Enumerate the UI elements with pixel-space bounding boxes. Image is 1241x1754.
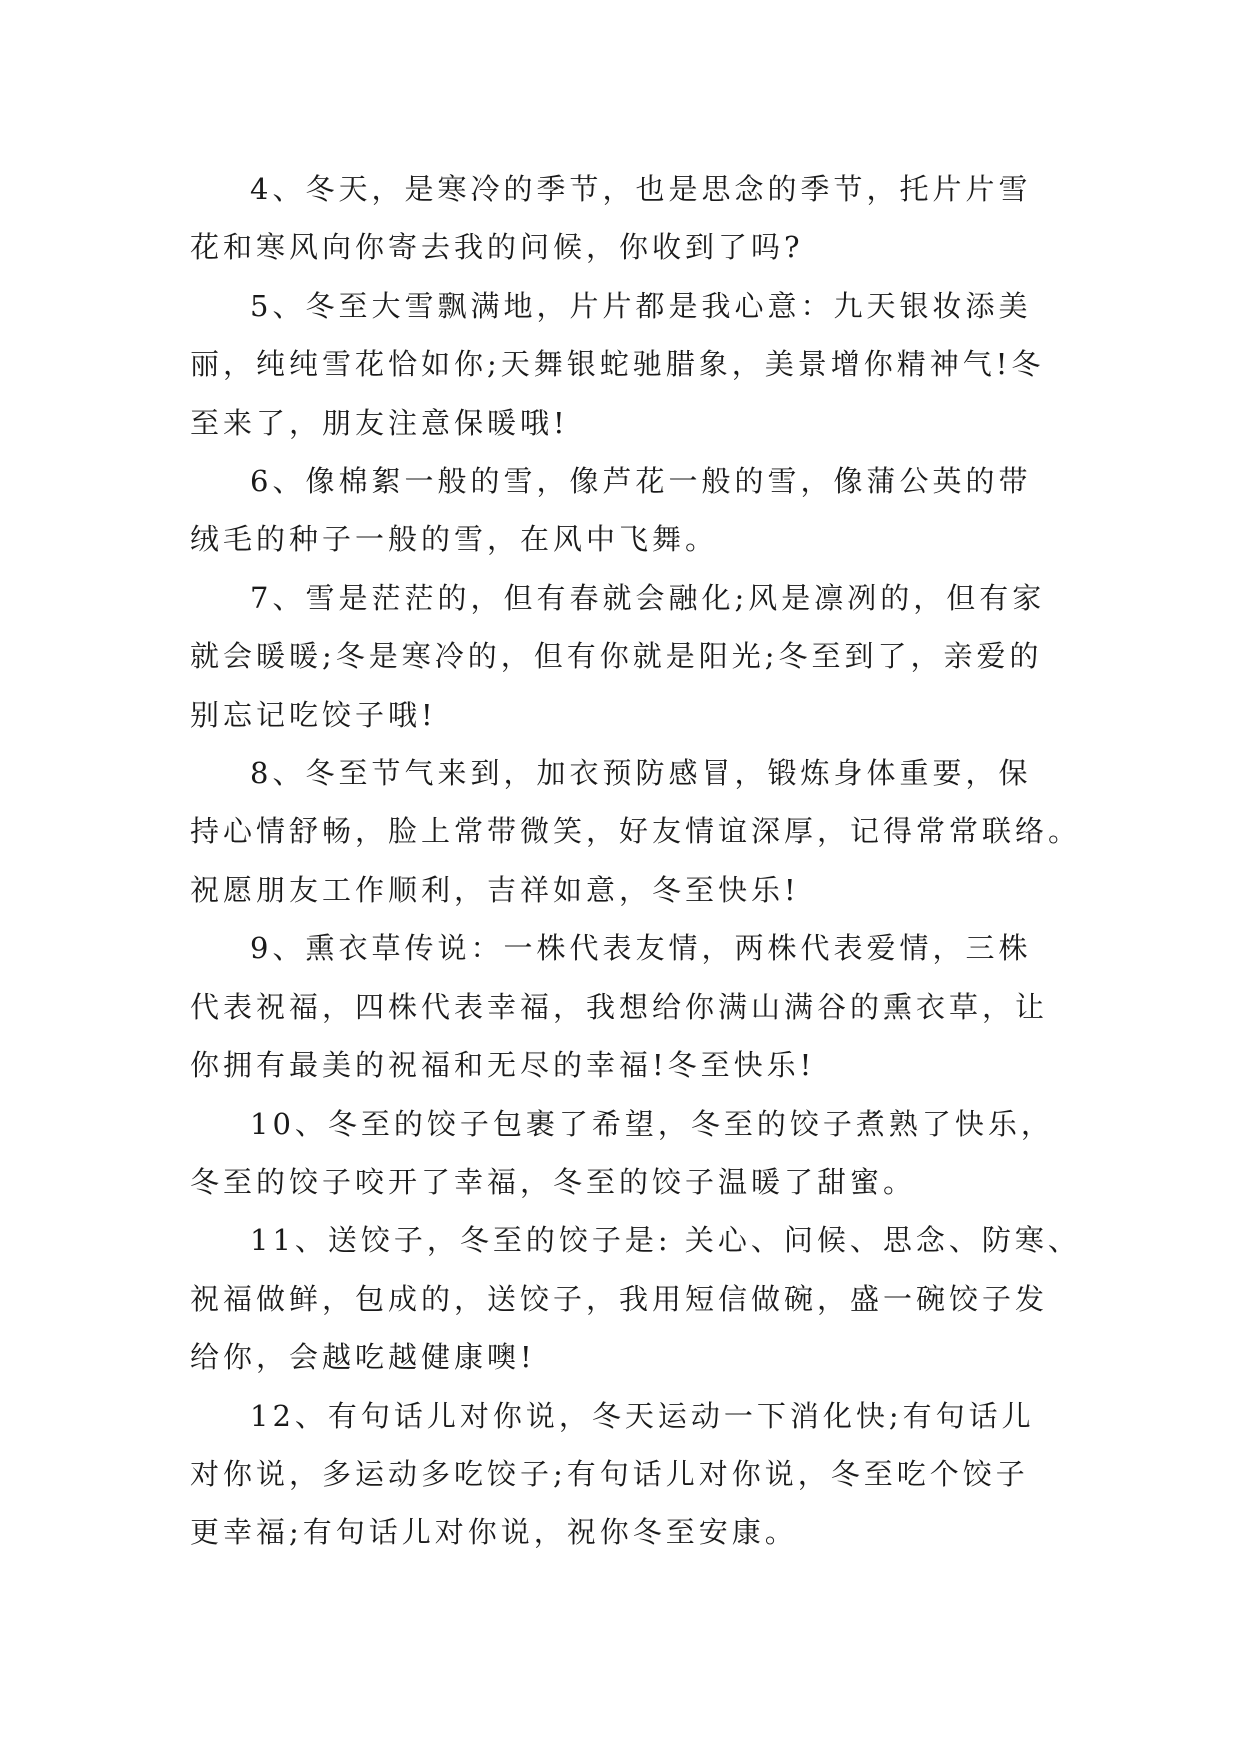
paragraph-line: 给你，会越吃越健康噢! bbox=[190, 1340, 536, 1375]
paragraph-line: 绒毛的种子一般的雪，在风中飞舞。 bbox=[190, 522, 719, 557]
paragraph-line: 11、送饺子，冬至的饺子是: 关心、问候、思念、防寒、 bbox=[250, 1223, 1081, 1258]
paragraph-line: 12、有句话儿对你说，冬天运动一下消化快;有句话儿 bbox=[250, 1398, 1035, 1433]
paragraph-6 bbox=[190, 452, 1060, 569]
paragraph-line: 至来了，朋友注意保暖哦! bbox=[190, 405, 569, 440]
paragraph-9 bbox=[190, 919, 1060, 1094]
paragraph-7 bbox=[190, 569, 1060, 744]
paragraph-line: 别忘记吃饺子哦! bbox=[190, 697, 437, 732]
paragraph-5 bbox=[190, 277, 1060, 452]
paragraph-line: 10、冬至的饺子包裹了希望，冬至的饺子煮熟了快乐， bbox=[250, 1106, 1054, 1141]
paragraph-line: 7、雪是茫茫的，但有春就会融化;风是凛冽的，但有家 bbox=[250, 580, 1046, 615]
paragraph-10 bbox=[190, 1095, 1060, 1212]
paragraph-line: 你拥有最美的祝福和无尽的幸福!冬至快乐! bbox=[190, 1048, 816, 1083]
paragraph-12 bbox=[190, 1387, 1060, 1562]
paragraph-8 bbox=[190, 744, 1082, 919]
paragraph-line: 祝愿朋友工作顺利，吉祥如意，冬至快乐! bbox=[190, 872, 800, 907]
paragraph-line: 冬至的饺子咬开了幸福，冬至的饺子温暖了甜蜜。 bbox=[190, 1164, 917, 1199]
paragraph-line: 花和寒风向你寄去我的问候，你收到了吗? bbox=[190, 230, 804, 265]
paragraph-line: 6、像棉絮一般的雪，像芦花一般的雪，像蒲公英的带 bbox=[250, 464, 1032, 499]
paragraph-line: 更幸福;有句话儿对你说，祝你冬至安康。 bbox=[190, 1515, 798, 1550]
paragraph-line: 祝福做鲜，包成的，送饺子，我用短信做碗，盛一碗饺子发 bbox=[190, 1281, 1049, 1316]
paragraph-line: 4、冬天，是寒冷的季节，也是思念的季节，托片片雪 bbox=[250, 172, 1032, 206]
paragraph-line: 8、冬至节气来到，加衣预防感冒，锻炼身体重要，保 bbox=[250, 756, 1032, 791]
paragraph-line: 9、熏衣草传说：一株代表友情，两株代表爱情，三株 bbox=[250, 931, 1032, 966]
paragraph-line: 丽，纯纯雪花恰如你;天舞银蛇驰腊象，美景增你精神气!冬 bbox=[190, 347, 1045, 382]
paragraph-11 bbox=[190, 1211, 1081, 1386]
paragraph-4 bbox=[190, 160, 1060, 277]
paragraph-line: 持心情舒畅，脸上常带微笑，好友情谊深厚，记得常常联络。 bbox=[190, 814, 1082, 849]
paragraph-line: 就会暖暖;冬是寒冷的，但有你就是阳光;冬至到了，亲爱的 bbox=[190, 639, 1043, 674]
paragraph-line: 代表祝福，四株代表幸福，我想给你满山满谷的熏衣草，让 bbox=[190, 989, 1049, 1024]
document-body bbox=[190, 160, 1082, 1562]
paragraph-line: 对你说，多运动多吃饺子;有句话儿对你说，冬至吃个饺子 bbox=[190, 1456, 1029, 1491]
paragraph-line: 5、冬至大雪飘满地，片片都是我心意：九天银妆添美 bbox=[250, 288, 1032, 323]
